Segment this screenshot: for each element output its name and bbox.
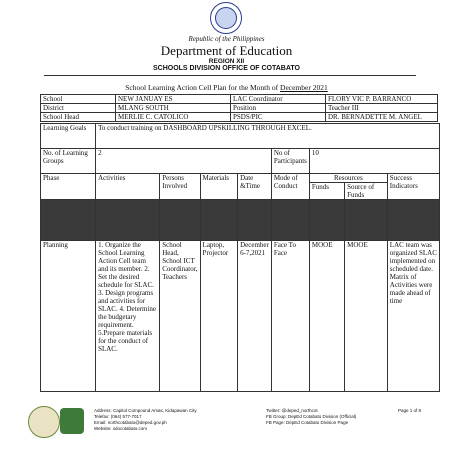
coordinator-label: LAC Coordinator bbox=[231, 95, 326, 104]
materials-header: Materials bbox=[200, 174, 238, 200]
plan-title bbox=[0, 83, 453, 92]
persons-cell: School Head, School ICT Coordinator, Teachers bbox=[160, 241, 200, 392]
coordinator-value: FLORY VIC P. BARRANCO bbox=[326, 95, 438, 104]
psds-label: PSDS/PIC bbox=[231, 113, 326, 122]
footer-email: northcotabato@deped.gov.ph bbox=[107, 420, 167, 425]
learning-goals-label: Learning Goals bbox=[41, 124, 96, 149]
header-divider bbox=[44, 75, 416, 76]
footer-twitter: @deped_northcot bbox=[281, 408, 318, 413]
mode-cell: Face To Face bbox=[271, 241, 309, 392]
footer-contact: Address: Capitol Compound Amas, Kidapawan City Telefax: (064) 577-7017 Email: northcotabato@deped.gov.ph Website: sdocotabato.com bbox=[94, 408, 197, 431]
participants-value: 10 bbox=[309, 149, 439, 174]
activities-cell: 1. Organize the School Learning Action Cell team and its member. 2. Set the desired schedule for SLAC. 3. Design programs and activities for SLAC. 4. Determine the budgetary requirement. 5.Prepare materials for the conduct of SLAC. bbox=[96, 241, 160, 392]
footer-website: sdocotabato.com bbox=[112, 426, 147, 431]
republic-line: Republic of the Philippines bbox=[188, 35, 265, 43]
school-label: School bbox=[41, 95, 116, 104]
materials-cell: Laptop, Projector bbox=[200, 241, 238, 392]
region-line: REGION XII bbox=[208, 58, 245, 65]
success-header: Success Indicators bbox=[387, 174, 439, 200]
district-value: MLANG SOUTH bbox=[116, 104, 231, 113]
footer-telefax: (064) 577-7017 bbox=[110, 414, 142, 419]
footer-fb-page: DepEd Cotabato Division Page bbox=[286, 420, 349, 425]
source-header: Source of Funds bbox=[345, 183, 388, 200]
source-cell: MOOE bbox=[345, 241, 388, 392]
psds-value: DR. BERNADETTE M. ANGEL bbox=[326, 113, 438, 122]
funds-cell: MOOE bbox=[309, 241, 344, 392]
matatag-logo bbox=[60, 408, 84, 434]
plan-title-prefix: School Learning Action Cell Plan for the Month of bbox=[125, 83, 279, 92]
department-title: Department of Education bbox=[160, 43, 293, 58]
resources-header: Resources bbox=[309, 174, 387, 183]
school-info-table bbox=[40, 94, 438, 122]
participants-label: No of Participants bbox=[271, 149, 309, 174]
plan-month: December 2021 bbox=[280, 83, 328, 92]
district-label: District bbox=[41, 104, 116, 113]
position-value: Teacher III bbox=[326, 104, 438, 113]
lac-plan-table bbox=[40, 123, 440, 392]
division-line: SCHOOLS DIVISION OFFICE OF COTABATO bbox=[152, 65, 300, 72]
activities-header: Activities bbox=[96, 174, 160, 200]
school-value: NEW JANUAY ES bbox=[116, 95, 231, 104]
footer-social: Twitter: @deped_northcot FB Group: DepEd Cotabato Division (Official) FB Page: DepEd Cotabato Division Page bbox=[266, 408, 357, 425]
phase-header: Phase bbox=[41, 174, 96, 200]
footer-address: Capitol Compound Amas, Kidapawan City bbox=[113, 408, 197, 413]
division-logo bbox=[28, 406, 60, 438]
page-number: Page 1 of 8 bbox=[398, 408, 422, 413]
persons-header: Persons Involved bbox=[160, 174, 200, 200]
deped-seal-logo bbox=[210, 2, 242, 34]
funds-header: Funds bbox=[309, 183, 344, 200]
phase-cell: Planning bbox=[41, 241, 96, 392]
mode-header: Mode of Conduct bbox=[271, 174, 309, 200]
footer-fb-group: DepEd Cotabato Division (Official) bbox=[288, 414, 357, 419]
success-cell: LAC team was organized SLAC implemented on scheduled date. Matrix of Activities were made ahead of time bbox=[387, 241, 439, 392]
position-label: Position bbox=[231, 104, 326, 113]
page-footer bbox=[28, 406, 428, 446]
groups-value: 2 bbox=[96, 149, 272, 174]
school-head-label: School Head bbox=[41, 113, 116, 122]
groups-label: No. of Learning Groups bbox=[41, 149, 96, 174]
school-head-value: MERLIE C. CATOLICO bbox=[116, 113, 231, 122]
date-header: Date &Time bbox=[238, 174, 272, 200]
shaded-row bbox=[41, 200, 440, 241]
date-cell: December 6-7,2021 bbox=[238, 241, 272, 392]
learning-goals-value: To conduct training on DASHBOARD UPSKILLING THROUGH EXCEL. bbox=[96, 124, 440, 149]
